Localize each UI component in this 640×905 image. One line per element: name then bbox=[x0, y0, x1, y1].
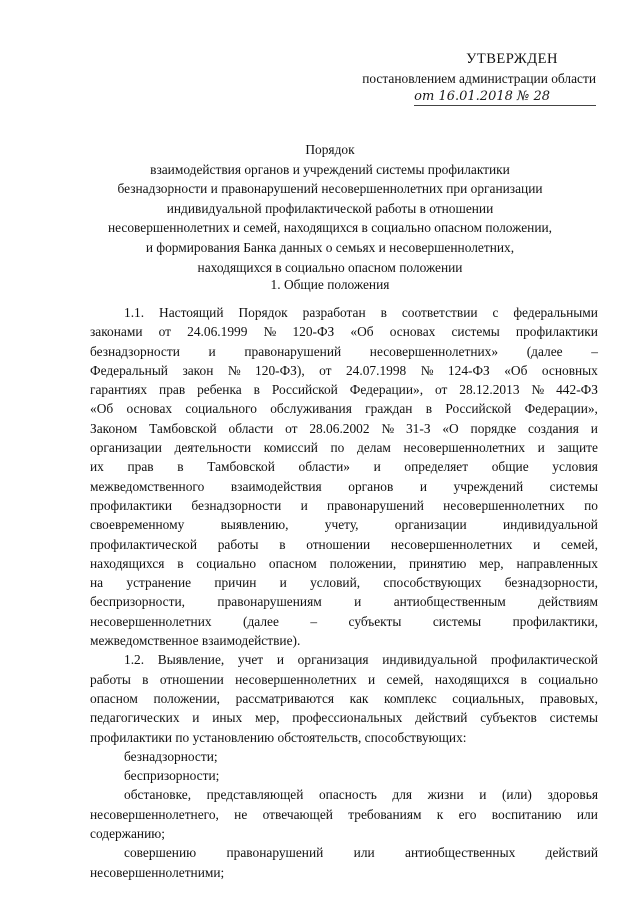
title-line: и формирования Банка данных о семьях и несовершеннолетних, bbox=[145, 239, 515, 255]
title-line: находящихся в социально опасном положении bbox=[197, 259, 463, 275]
text-line: 1.1. Настоящий Порядок разработан в соответствии с федеральными bbox=[124, 305, 598, 320]
title-line: несовершеннолетних и семей, находящихся в социально опасном положении, bbox=[107, 220, 553, 236]
list-of-circumstances bbox=[90, 747, 598, 882]
paragraph-1-1 bbox=[90, 303, 598, 650]
list-item bbox=[90, 766, 598, 785]
text-line: содержанию; bbox=[90, 826, 165, 842]
document-body bbox=[90, 303, 598, 882]
title-line: взаимодействия органов и учреждений системы профилактики bbox=[150, 161, 510, 177]
text-line: безнадзорности и правонарушений несовершеннолетних» (далее – bbox=[90, 343, 598, 359]
text-line: несовершеннолетнего, не отвечающей требованиям к его воспитанию или bbox=[90, 806, 598, 822]
text-line: на устранение причин и условий, способствующих безнадзорности, bbox=[90, 575, 598, 591]
text-line: работы в отношении несовершеннолетних и семей, находящихся в социально bbox=[90, 671, 598, 687]
approval-signature: от 16.01.2018 № 28 bbox=[414, 89, 596, 106]
text-line: профилактики безнадзорности и правонарушений несовершеннолетних по bbox=[90, 497, 598, 513]
approval-title: УТВЕРЖДЕН bbox=[466, 51, 558, 67]
approval-by: постановлением администрации области bbox=[362, 71, 596, 86]
text-line: опасном положении, рассматриваются как комплекс социальных, правовых, bbox=[90, 690, 598, 706]
approval-block bbox=[326, 48, 596, 106]
title-line: безнадзорности и правонарушений несовершеннолетних при организации bbox=[117, 181, 543, 197]
text-line: находящихся в социально опасном положении, принятию мер, направленных bbox=[90, 555, 598, 571]
text-line: организации деятельности комиссий по делам несовершеннолетних и защите bbox=[90, 440, 598, 456]
scan-artifact bbox=[268, 880, 328, 894]
text-line: межведомственное взаимодействие). bbox=[90, 633, 301, 649]
section-heading: 1. Общие положения bbox=[270, 277, 390, 292]
text-line: профилактической работы в отношении несовершеннолетних и семей, bbox=[90, 536, 598, 552]
text-line: педагогических и иных мер, профессиональных действий субъектов системы bbox=[90, 710, 598, 726]
text-line: беспризорности; bbox=[124, 768, 220, 784]
text-line: «Об основах социального обслуживания граждан в Российской Федерации», bbox=[90, 401, 598, 417]
text-line: Федеральный закон № 120-ФЗ), от 24.07.1998 № 124-ФЗ «Об основных bbox=[90, 362, 598, 378]
text-line: Законом Тамбовской области от 28.06.2002 № 31-З «О порядке создания и bbox=[90, 420, 598, 436]
text-line: обстановке, представляющей опасность для жизни и (или) здоровья bbox=[124, 787, 598, 803]
document-title bbox=[60, 140, 600, 277]
title-line: Порядок bbox=[305, 142, 355, 157]
text-line: законами от 24.06.1999 № 120-ФЗ «Об основах системы профилактики bbox=[90, 324, 598, 340]
text-line: гарантиях прав ребенка в Российской Федерации», от 28.12.2013 № 442-ФЗ bbox=[90, 382, 598, 398]
text-line: профилактики по установлению обстоятельств, способствующих: bbox=[90, 729, 467, 745]
text-line: безнадзорности; bbox=[124, 748, 218, 764]
text-line: несовершеннолетними; bbox=[90, 864, 225, 880]
text-line: их прав в Тамбовской области» и определяет общие условия bbox=[90, 459, 598, 475]
text-line: своевременному выявлению, учету, организации индивидуальной bbox=[90, 517, 598, 533]
text-line: совершению правонарушений или антиобщественных действий bbox=[124, 845, 598, 861]
list-item bbox=[90, 785, 598, 843]
text-line: беспризорности, правонарушениям и антиобщественным действиям bbox=[90, 594, 598, 610]
text-line: несовершеннолетних (далее – субъекты системы профилактики, bbox=[90, 613, 598, 629]
text-line: межведомственного взаимодействия органов и учреждений системы bbox=[90, 478, 598, 494]
paragraph-1-2 bbox=[90, 650, 598, 746]
list-item bbox=[90, 747, 598, 766]
list-item bbox=[90, 843, 598, 882]
text-line: 1.2. Выявление, учет и организация индивидуальной профилактической bbox=[124, 652, 598, 668]
title-line: индивидуальной профилактической работы в отношении bbox=[166, 200, 494, 216]
